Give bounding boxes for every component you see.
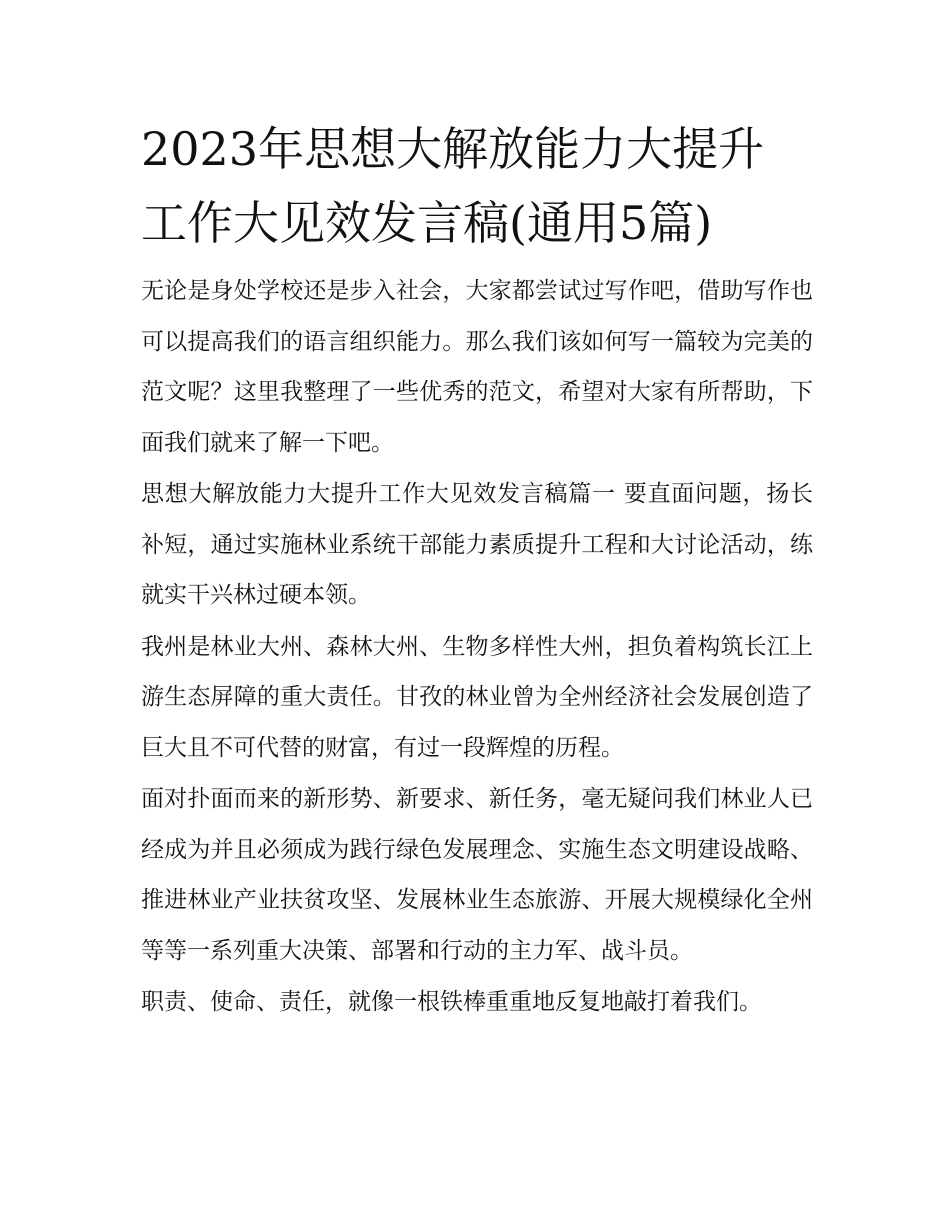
paragraph-intro: 无论是身处学校还是步入社会，大家都尝试过写作吧，借助写作也可以提高我们的语言组织能力。那么我们该如何写一篇较为完美的范文呢？这里我整理了一些优秀的范文，希望对大家有所帮助，下面我们就来了解一下吧。 [141,278,813,456]
paragraph-forestry-state: 我州是林业大州、森林大州、生物多样性大州，担负着构筑长江上游生态屏障的重大责任。甘孜的林业曾为全州经济社会发展创造了巨大且不可代替的财富，有过一段辉煌的历程。 [141,633,813,761]
title-line-2: 工作大见效发言稿(通用5篇) [141,196,713,250]
paragraph-new-situation: 面对扑面而来的新形势、新要求、新任务，毫无疑问我们林业人已经成为并且必须成为践行绿色发展理念、实施生态文明建设战略、推进林业产业扶贫攻坚、发展林业生态旅游、开展大规模绿化全州等等一系列重大决策、部署和行动的主力军、战斗员。 [141,786,813,964]
document-page [141,112,813,1029]
document-title [141,112,813,260]
title-line-1: 2023年思想大解放能力大提升 [141,122,765,176]
paragraph-duty: 职责、使命、责任，就像一根铁棒重重地反复地敲打着我们。 [141,989,762,1015]
paragraph-section-one: 思想大解放能力大提升工作大见效发言稿篇一 要直面问题，扬长补短，通过实施林业系统干部能力素质提升工程和大讨论活动，练就实干兴林过硬本领。 [141,481,813,608]
